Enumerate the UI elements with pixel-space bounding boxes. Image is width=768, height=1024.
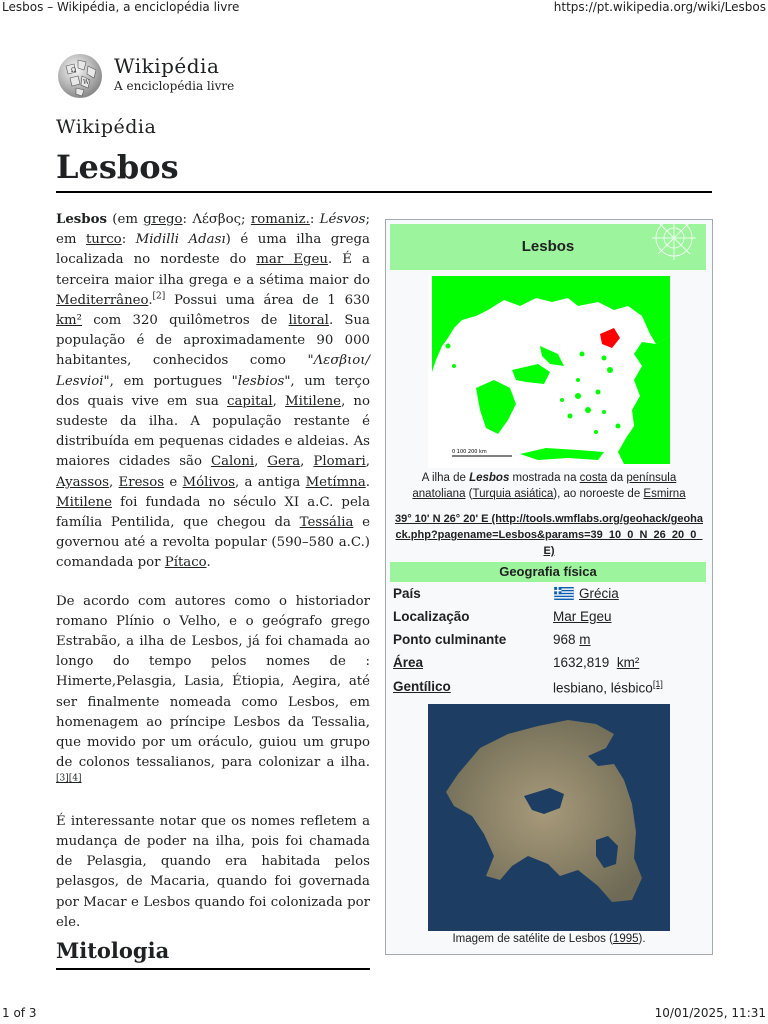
svg-text:W: W [83,79,90,86]
satellite-image[interactable] [428,704,670,931]
inline-link[interactable]: Gera [267,454,301,470]
logo-wordmark: Wikipédia [114,54,220,78]
print-header-title: Lesbos – Wikipédia, a enciclopédia livre [2,0,240,14]
inline-link[interactable]: Ayassos [56,474,109,490]
paragraph-intro: Lesbos (em grego: Λέσβος; romaniz.: Lésvos; em turco: Midilli Adası) é uma ilha grega localizada no nordeste do mar Egeu. É a terceira maior ilha grega e a sétima maior do Mediterrâneo.[2] Possui uma área de 1 630 km² com 320 quilômetros de litoral. Sua população é de aproximadamente 90 000 habitantes, conhecidos como "Λεσβιοι/ Lesvioi", em portugues "lesbios", um terço dos quais vive em sua capital, Mitilene, no sudeste da ilha. A população restante é distribuída em pequenas cidades e aldeias. As maiores cidades são Caloni, Gera, Plomari, Ayassos, Eresos e Mólivos, a antiga Metímna. Mitilene foi fundada no século XI a.C. pela família Pentilida, que chegou da Tessália e governou até a revolta popular (590–580 a.C.) comandada por Pítaco. [56,212,370,571]
inline-link[interactable]: Plomari [313,454,366,470]
inline-link[interactable]: costa [579,472,608,484]
inline-link[interactable]: península anatoliana [412,472,677,500]
inline-link[interactable]: [3] [56,774,69,785]
inline-link[interactable]: Metímna [305,474,366,490]
inline-link[interactable]: turco [85,232,122,248]
inline-link[interactable]: [4] [68,774,82,785]
inline-link[interactable]: Eresos [118,474,165,490]
inline-link[interactable]: Tessália [299,515,354,531]
infobox [385,219,713,955]
infobox-row-pais: País Grécia [393,586,619,601]
inline-link[interactable]: Mitilene [285,393,342,409]
svg-text:Ω: Ω [71,67,76,74]
infobox-section-geografia: Geografia física [390,562,706,582]
inline-link[interactable]: litoral [288,313,329,329]
inline-link[interactable]: Mediterrâneo [56,292,149,308]
location-map[interactable] [428,276,670,468]
page-title: Lesbos [56,148,179,186]
wikipedia-globe-icon [56,52,104,100]
compass-rose-icon [626,224,706,270]
paragraph-names: De acordo com autores como o historiador romano Plínio o Velho, e o geógrafo grego Estrabão, a ilha de Lesbos, já foi chamada ao longo do tempo pelos nomes de : Himerte,Pelasgia, Lasia, Étiopia, Aegira, até ser finalmente nomeada como Lesbos, em homenagem ao príncipe Lesbos da Tessalia, que movido por um oráculo, guiou um grupo de colonos tessalianos, para colonizar a ilha.[3][4] [56,593,370,785]
inline-link[interactable]: Pítaco [164,555,207,571]
paragraph-power: É interessante notar que os nomes refletem a mudança de poder na ilha, pois foi chamada de Pelasgia, quando era habitada pelos pelasgos, de Macaria, quando foi governada por Macar e Lesbos quando foi colonizada por ele. [56,813,370,930]
article-body [56,210,370,951]
inline-link[interactable]: mar Egeu [256,252,328,268]
wikipedia-logo[interactable] [56,52,256,102]
section-heading-mitologia: Mitologia [56,938,170,963]
inline-link[interactable]: Turquia asiática [472,488,554,500]
inline-link[interactable]: romaniz. [250,212,310,227]
inline-link[interactable]: grego [143,212,183,227]
print-datetime: 10/01/2025, 11:31 [654,1006,766,1020]
inline-link[interactable]: Mitilene [56,494,113,510]
infobox-title: Lesbos [390,224,706,270]
map-caption: A ilha de Lesbos mostrada na costa da península anatoliana (Turquia asiática), ao noroeste de Esmirna [412,472,686,500]
infobox-row-localizacao: Localização Mar Egeu [393,609,612,624]
coordinates-link[interactable]: 39° 10' N 26° 20' E (http://tools.wmflabs.org/geohack/geohack.php?pagename=Lesbos&params=39_10_0_N_26_20_0_E) [394,513,704,557]
infobox-row-gentilico: Gentílico lesbiano, lésbico[1] [393,679,663,696]
site-name: Wikipédia [56,116,157,138]
title-divider [56,191,712,193]
satellite-caption: Imagem de satélite de Lesbos (1995). [452,933,646,945]
greece-flag-icon [553,587,575,600]
print-footer [0,1006,768,1024]
print-header [0,0,768,18]
inline-link[interactable]: Mólivos [182,474,236,490]
logo-tagline: A enciclopédia livre [114,79,235,93]
inline-link[interactable]: capital [227,393,273,409]
infobox-row-area: Área 1632,819 km² [393,655,640,670]
infobox-row-ponto-culminante: Ponto culminante 968 m [393,632,591,647]
inline-link[interactable]: Esmirna [643,488,686,500]
inline-link[interactable]: Caloni [210,454,255,470]
section-divider [56,968,370,970]
print-header-url[interactable]: https://pt.wikipedia.org/wiki/Lesbos [553,0,766,14]
map-scale-label: 0 100 200 km [452,449,487,455]
page-counter: 1 of 3 [2,1006,37,1020]
inline-link[interactable]: km² [56,313,82,329]
